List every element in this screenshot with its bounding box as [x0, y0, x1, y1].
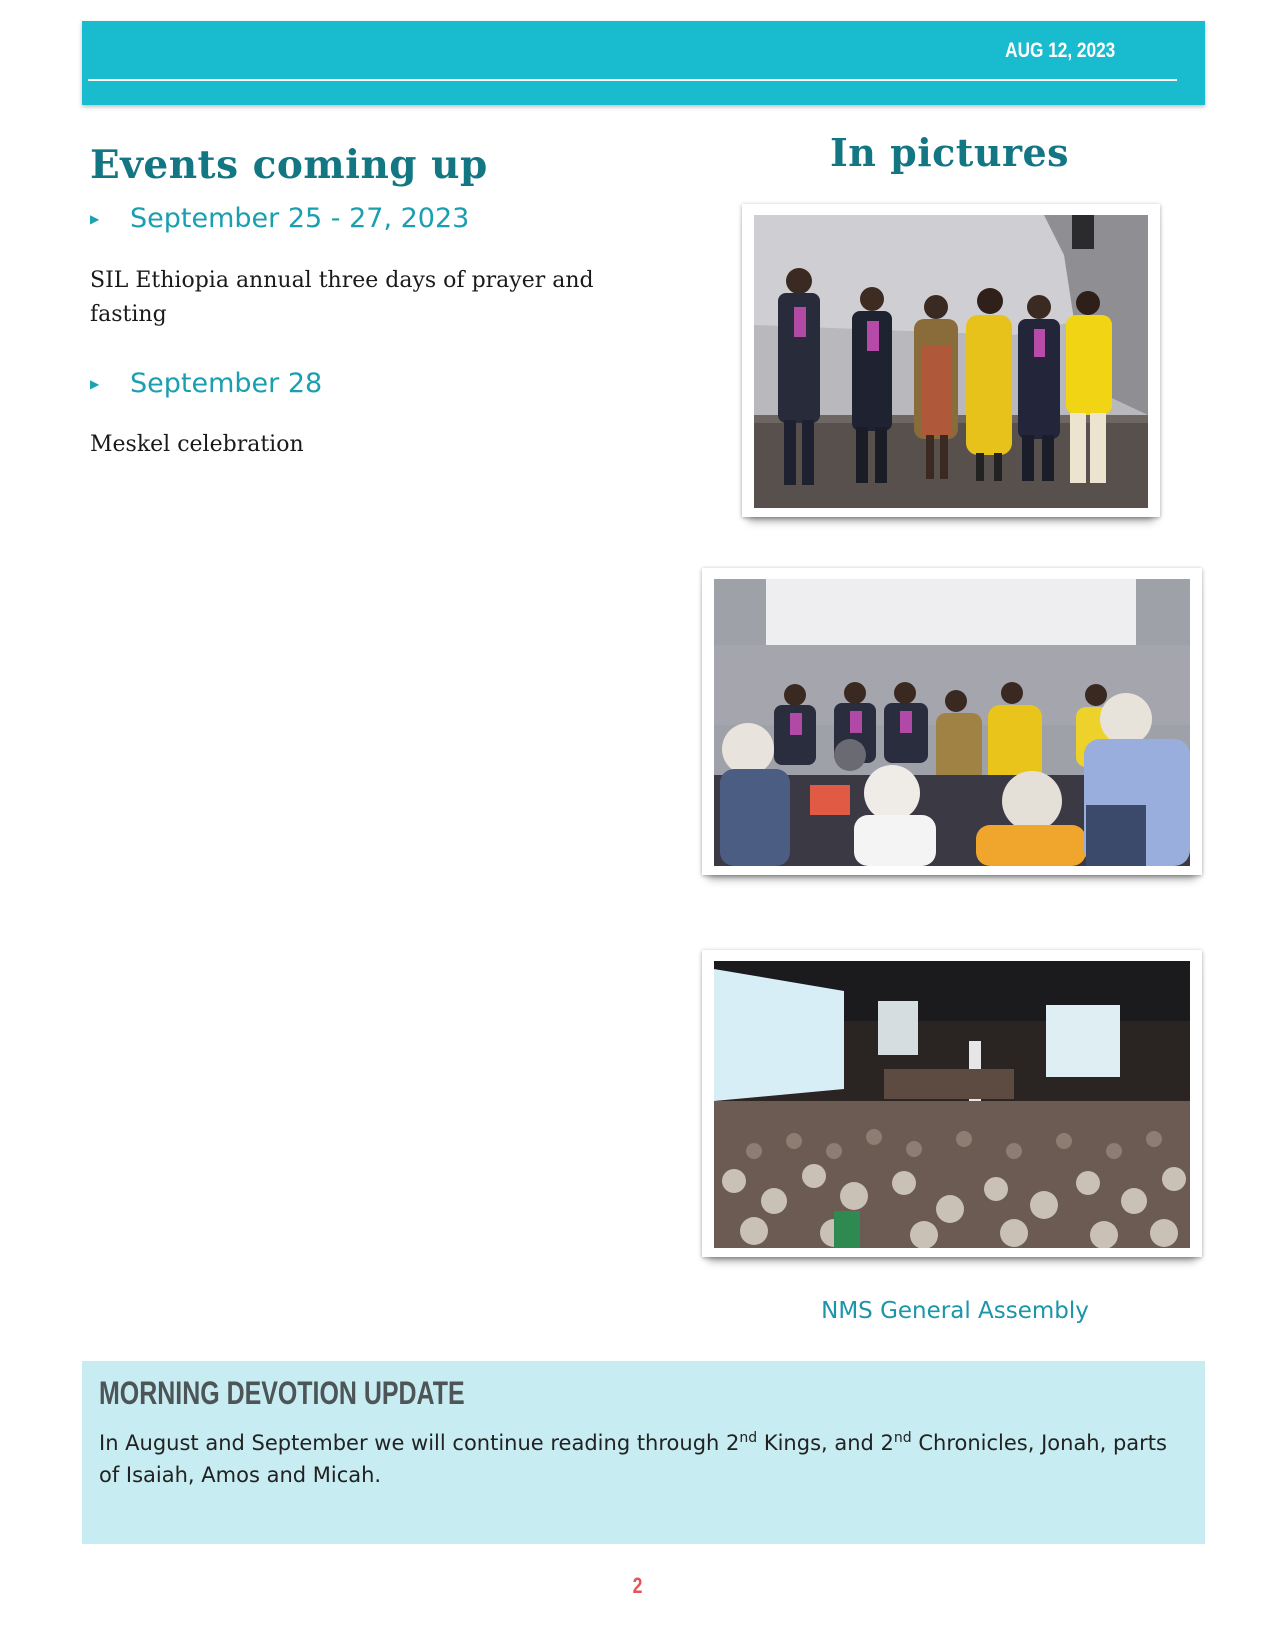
group-photo-bishops-standing-icon: [754, 215, 1148, 508]
event-description: SIL Ethiopia annual three days of prayer and fasting: [90, 268, 594, 327]
event-description: Meskel celebration: [90, 432, 304, 457]
photo-frame: [742, 204, 1160, 517]
event-date: September 25 - 27, 2023: [130, 203, 470, 234]
bullet-triangle-icon: ▶: [90, 376, 100, 391]
devotion-text-part: Kings, and 2: [757, 1431, 894, 1455]
panel-seated-audience-photo-icon: [714, 579, 1190, 866]
devotion-text-part: In August and September we will continue reading through 2: [99, 1431, 740, 1455]
pictures-heading: In pictures: [830, 130, 1070, 175]
header-divider: [88, 79, 1177, 81]
page-number: 2: [632, 1573, 643, 1598]
devotion-text: [99, 1427, 1189, 1491]
events-heading: Events coming up: [90, 142, 488, 188]
photo-frame: [702, 950, 1202, 1257]
bullet-triangle-icon: ▶: [90, 211, 100, 226]
photo-caption: NMS General Assembly: [821, 1298, 1089, 1324]
assembly-hall-crowd-photo-icon: [714, 961, 1190, 1248]
event-date: September 28: [130, 368, 323, 399]
devotion-heading: MORNING DEVOTION UPDATE: [99, 1375, 465, 1411]
header-date: AUG 12, 2023: [1004, 39, 1115, 62]
event-date-row: [90, 368, 322, 399]
devotion-text-part: Chronicles, Jonah, parts of Isaiah, Amos and Micah.: [99, 1431, 1167, 1487]
photo-frame: [702, 568, 1202, 875]
header-band: [82, 21, 1205, 105]
devotion-superscript: nd: [893, 1430, 912, 1446]
devotion-box: [82, 1361, 1205, 1544]
devotion-superscript: nd: [739, 1430, 758, 1446]
event-date-row: [90, 203, 469, 234]
